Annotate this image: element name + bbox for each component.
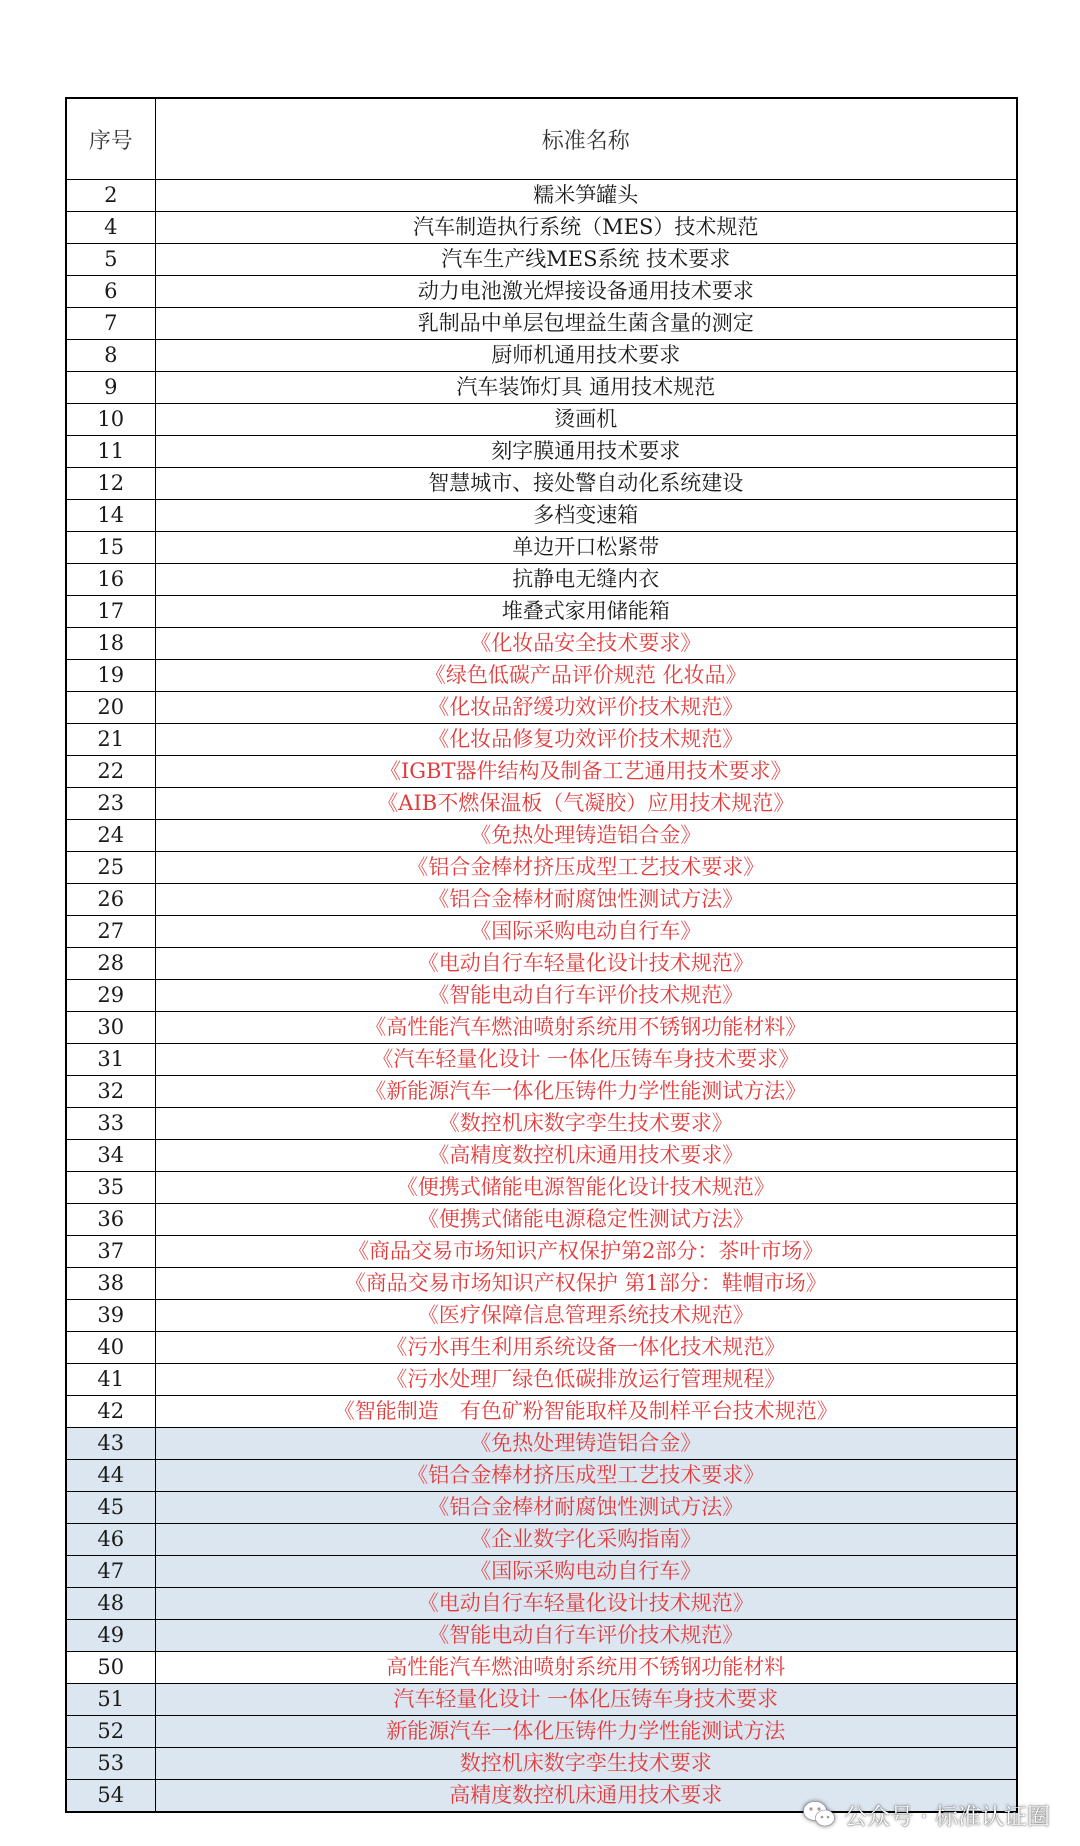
row-standard-name: 单边开口松紧带 [155, 532, 1017, 564]
row-standard-name: 《铝合金棒材耐腐蚀性测试方法》 [155, 884, 1017, 916]
table-row [66, 852, 1017, 884]
row-standard-name: 乳制品中单层包埋益生菌含量的测定 [155, 308, 1017, 340]
row-standard-name: 《IGBT器件结构及制备工艺通用技术要求》 [155, 756, 1017, 788]
row-standard-name: 《医疗保障信息管理系统技术规范》 [155, 1300, 1017, 1332]
row-standard-name: 《绿色低碳产品评价规范 化妆品》 [155, 660, 1017, 692]
table-row [66, 1236, 1017, 1268]
row-standard-name: 智慧城市、接处警自动化系统建设 [155, 468, 1017, 500]
row-serial-number: 33 [66, 1108, 155, 1140]
row-standard-name: 《铝合金棒材挤压成型工艺技术要求》 [155, 1460, 1017, 1492]
table-row [66, 1588, 1017, 1620]
table-row [66, 1172, 1017, 1204]
header-serial-number: 序号 [66, 98, 155, 180]
row-serial-number: 23 [66, 788, 155, 820]
table-row [66, 276, 1017, 308]
row-standard-name: 《商品交易市场知识产权保护第2部分：茶叶市场》 [155, 1236, 1017, 1268]
row-serial-number: 21 [66, 724, 155, 756]
table-row [66, 1620, 1017, 1652]
table-body [66, 180, 1017, 1813]
row-standard-name: 汽车生产线MES系统 技术要求 [155, 244, 1017, 276]
table-row [66, 1460, 1017, 1492]
row-serial-number: 5 [66, 244, 155, 276]
row-standard-name: 《免热处理铸造铝合金》 [155, 820, 1017, 852]
row-serial-number: 14 [66, 500, 155, 532]
table-row [66, 820, 1017, 852]
row-standard-name: 汽车装饰灯具 通用技术规范 [155, 372, 1017, 404]
row-serial-number: 25 [66, 852, 155, 884]
table-row [66, 1140, 1017, 1172]
row-serial-number: 54 [66, 1780, 155, 1813]
table-row [66, 308, 1017, 340]
table-row [66, 1428, 1017, 1460]
row-serial-number: 18 [66, 628, 155, 660]
row-standard-name: 《便携式储能电源稳定性测试方法》 [155, 1204, 1017, 1236]
watermark-text: 公众号 · 标准认证圈 [844, 1803, 1050, 1830]
table-row [66, 756, 1017, 788]
table-row [66, 692, 1017, 724]
row-serial-number: 41 [66, 1364, 155, 1396]
row-serial-number: 11 [66, 436, 155, 468]
table-row [66, 660, 1017, 692]
table-row [66, 1556, 1017, 1588]
row-serial-number: 7 [66, 308, 155, 340]
table-row [66, 916, 1017, 948]
row-serial-number: 6 [66, 276, 155, 308]
row-standard-name: 烫画机 [155, 404, 1017, 436]
row-serial-number: 40 [66, 1332, 155, 1364]
row-standard-name: 堆叠式家用储能箱 [155, 596, 1017, 628]
row-serial-number: 46 [66, 1524, 155, 1556]
row-serial-number: 32 [66, 1076, 155, 1108]
table-row [66, 1684, 1017, 1716]
row-standard-name: 《电动自行车轻量化设计技术规范》 [155, 1588, 1017, 1620]
table-row [66, 596, 1017, 628]
table-row [66, 1748, 1017, 1780]
table-row [66, 1716, 1017, 1748]
table-row [66, 1268, 1017, 1300]
row-serial-number: 36 [66, 1204, 155, 1236]
table-row [66, 212, 1017, 244]
row-standard-name: 新能源汽车一体化压铸件力学性能测试方法 [155, 1716, 1017, 1748]
row-standard-name: 《铝合金棒材耐腐蚀性测试方法》 [155, 1492, 1017, 1524]
row-serial-number: 10 [66, 404, 155, 436]
row-serial-number: 16 [66, 564, 155, 596]
row-serial-number: 44 [66, 1460, 155, 1492]
table-row [66, 628, 1017, 660]
row-standard-name: 《智能制造 有色矿粉智能取样及制样平台技术规范》 [155, 1396, 1017, 1428]
table-row [66, 1524, 1017, 1556]
row-standard-name: 多档变速箱 [155, 500, 1017, 532]
row-serial-number: 42 [66, 1396, 155, 1428]
row-serial-number: 2 [66, 180, 155, 212]
row-serial-number: 35 [66, 1172, 155, 1204]
row-serial-number: 8 [66, 340, 155, 372]
table-row [66, 372, 1017, 404]
row-standard-name: 《商品交易市场知识产权保护 第1部分：鞋帽市场》 [155, 1268, 1017, 1300]
row-standard-name: 《新能源汽车一体化压铸件力学性能测试方法》 [155, 1076, 1017, 1108]
row-standard-name: 数控机床数字孪生技术要求 [155, 1748, 1017, 1780]
watermark [802, 1796, 1050, 1832]
table-row [66, 500, 1017, 532]
row-standard-name: 汽车制造执行系统（MES）技术规范 [155, 212, 1017, 244]
row-serial-number: 12 [66, 468, 155, 500]
row-standard-name: 抗静电无缝内衣 [155, 564, 1017, 596]
row-standard-name: 《免热处理铸造铝合金》 [155, 1428, 1017, 1460]
row-standard-name: 《化妆品安全技术要求》 [155, 628, 1017, 660]
row-serial-number: 39 [66, 1300, 155, 1332]
table-row [66, 340, 1017, 372]
row-serial-number: 20 [66, 692, 155, 724]
row-standard-name: 糯米笋罐头 [155, 180, 1017, 212]
table-row [66, 244, 1017, 276]
table-row [66, 884, 1017, 916]
row-serial-number: 30 [66, 1012, 155, 1044]
table-row [66, 1204, 1017, 1236]
table-row [66, 1492, 1017, 1524]
row-standard-name: 《高性能汽车燃油喷射系统用不锈钢功能材料》 [155, 1012, 1017, 1044]
row-standard-name: 高精度数控机床通用技术要求 [155, 1780, 1017, 1813]
row-serial-number: 15 [66, 532, 155, 564]
row-serial-number: 38 [66, 1268, 155, 1300]
row-serial-number: 50 [66, 1652, 155, 1684]
row-standard-name: 动力电池激光焊接设备通用技术要求 [155, 276, 1017, 308]
row-serial-number: 4 [66, 212, 155, 244]
row-standard-name: 《污水再生利用系统设备一体化技术规范》 [155, 1332, 1017, 1364]
row-standard-name: 《化妆品舒缓功效评价技术规范》 [155, 692, 1017, 724]
row-standard-name: 高性能汽车燃油喷射系统用不锈钢功能材料 [155, 1652, 1017, 1684]
header-standard-name: 标准名称 [155, 98, 1017, 180]
table-row [66, 180, 1017, 212]
row-standard-name: 刻字膜通用技术要求 [155, 436, 1017, 468]
table-row [66, 1012, 1017, 1044]
row-standard-name: 《智能电动自行车评价技术规范》 [155, 1620, 1017, 1652]
row-serial-number: 45 [66, 1492, 155, 1524]
header-row [66, 98, 1017, 180]
row-standard-name: 《便携式储能电源智能化设计技术规范》 [155, 1172, 1017, 1204]
row-serial-number: 31 [66, 1044, 155, 1076]
wechat-icon [802, 1799, 836, 1829]
table-row [66, 1076, 1017, 1108]
table-row [66, 1300, 1017, 1332]
row-standard-name: 《汽车轻量化设计 一体化压铸车身技术要求》 [155, 1044, 1017, 1076]
row-standard-name: 厨师机通用技术要求 [155, 340, 1017, 372]
row-serial-number: 49 [66, 1620, 155, 1652]
row-serial-number: 29 [66, 980, 155, 1012]
row-standard-name: 《智能电动自行车评价技术规范》 [155, 980, 1017, 1012]
row-standard-name: 《国际采购电动自行车》 [155, 1556, 1017, 1588]
row-standard-name: 《企业数字化采购指南》 [155, 1524, 1017, 1556]
row-standard-name: 《污水处理厂绿色低碳排放运行管理规程》 [155, 1364, 1017, 1396]
table-row [66, 532, 1017, 564]
row-serial-number: 24 [66, 820, 155, 852]
row-serial-number: 34 [66, 1140, 155, 1172]
row-standard-name: 汽车轻量化设计 一体化压铸车身技术要求 [155, 1684, 1017, 1716]
row-serial-number: 47 [66, 1556, 155, 1588]
table-row [66, 468, 1017, 500]
row-standard-name: 《化妆品修复功效评价技术规范》 [155, 724, 1017, 756]
row-standard-name: 《数控机床数字孪生技术要求》 [155, 1108, 1017, 1140]
table-row [66, 1044, 1017, 1076]
table-row [66, 436, 1017, 468]
table-row [66, 1108, 1017, 1140]
table-row [66, 1364, 1017, 1396]
table-row [66, 788, 1017, 820]
row-serial-number: 27 [66, 916, 155, 948]
row-standard-name: 《铝合金棒材挤压成型工艺技术要求》 [155, 852, 1017, 884]
table-row [66, 404, 1017, 436]
table-row [66, 1652, 1017, 1684]
table-row [66, 1332, 1017, 1364]
row-serial-number: 22 [66, 756, 155, 788]
row-standard-name: 《AIB不燃保温板（气凝胶）应用技术规范》 [155, 788, 1017, 820]
row-serial-number: 52 [66, 1716, 155, 1748]
row-standard-name: 《国际采购电动自行车》 [155, 916, 1017, 948]
standards-table [65, 97, 1018, 1813]
row-serial-number: 43 [66, 1428, 155, 1460]
table-row [66, 980, 1017, 1012]
row-serial-number: 17 [66, 596, 155, 628]
table-row [66, 564, 1017, 596]
row-standard-name: 《电动自行车轻量化设计技术规范》 [155, 948, 1017, 980]
row-serial-number: 9 [66, 372, 155, 404]
row-serial-number: 26 [66, 884, 155, 916]
row-serial-number: 19 [66, 660, 155, 692]
row-serial-number: 51 [66, 1684, 155, 1716]
row-serial-number: 37 [66, 1236, 155, 1268]
table-row [66, 724, 1017, 756]
row-standard-name: 《高精度数控机床通用技术要求》 [155, 1140, 1017, 1172]
row-serial-number: 53 [66, 1748, 155, 1780]
row-serial-number: 28 [66, 948, 155, 980]
row-serial-number: 48 [66, 1588, 155, 1620]
table-row [66, 1396, 1017, 1428]
table-row [66, 948, 1017, 980]
